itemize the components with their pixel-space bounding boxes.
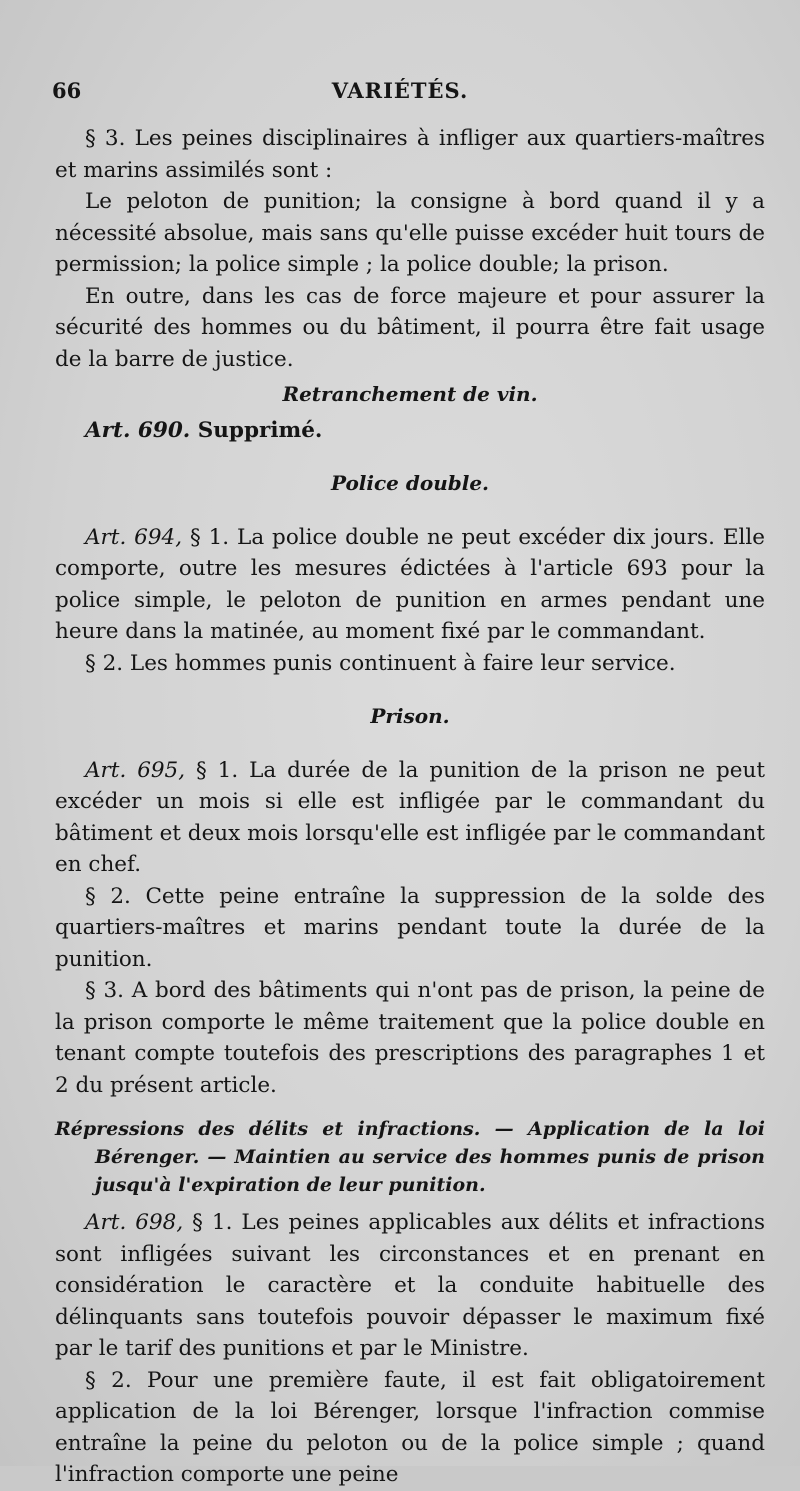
page-body <box>55 123 765 1491</box>
section-heading-prison: Prison. <box>370 704 450 728</box>
page-header <box>0 78 800 108</box>
article-698 <box>55 1207 765 1365</box>
section-heading-repressions: Répressions des délits et infractions. — Application de la loi Bérenger. — Maintien au service des hommes punis de prison jusqu'à l'expiration de leur punition. <box>55 1118 765 1196</box>
article-698-text: § 1. Les peines applicables aux délits et infractions sont infligées suivant les circonstances et en prenant en considération le caractère et la conduite habituelle des délinquants sans toutefois pouvoir dépasser le maximum fixé par le tarif des punitions et par le Ministre. <box>55 1210 765 1361</box>
article-695-text: § 1. La durée de la punition de la prison ne peut excéder un mois si elle est infligée par le commandant du bâtiment et deux mois lorsqu'elle est infligée par le commandant en chef. <box>55 757 765 877</box>
article-694-text: § 1. La police double ne peut excéder dix jours. Elle comporte, outre les mesures édictées à l'article 693 pour la police simple, le peloton de punition en armes pendant une heure dans la matinée, au moment fixé par le commandant. <box>55 524 766 644</box>
paragraph-force-majeure: En outre, dans les cas de force majeure et pour assurer la sécurité des hommes ou du bâtiment, il pourra être fait usage de la barre de justice. <box>55 283 765 372</box>
article-698-ref: Art. 698, <box>85 1210 184 1235</box>
article-698-s2: § 2. Pour une première faute, il est fait obligatoirement application de la loi Bérenger, lorsque l'infraction commise entraîne la peine du peloton ou de la police simple ; quand l'infraction comporte une peine <box>55 1367 765 1487</box>
spacer <box>55 737 765 755</box>
spacer <box>55 446 765 464</box>
article-695-s2: § 2. Cette peine entraîne la suppression de la solde des quartiers-maîtres et marins pendant toute la durée de la punition. <box>55 883 765 972</box>
article-690 <box>55 415 765 447</box>
article-695 <box>55 755 765 881</box>
article-695-s3: § 3. A bord des bâtiments qui n'ont pas de prison, la peine de la prison comporte le même traitement que la police double en tenant compte toutefois des prescriptions des paragraphes 1 et 2 du présent article. <box>55 978 765 1098</box>
article-690-text: Supprimé. <box>190 417 323 443</box>
article-695-ref: Art. 695, <box>85 757 186 783</box>
section-heading-police-double: Police double. <box>330 471 490 495</box>
article-694 <box>55 522 765 648</box>
article-690-ref: Art. 690. <box>85 417 191 443</box>
article-694-s2: § 2. Les hommes punis continuent à faire leur service. <box>85 650 676 676</box>
page-number: 66 <box>52 78 82 103</box>
article-694-ref: Art. 694, <box>85 524 183 550</box>
paragraph-punishments: Le peloton de punition; la consigne à bord quand il y a nécessité absolue, mais sans qu'elle puisse excéder huit tours de permission; la police simple ; la police double; la prison. <box>55 189 765 277</box>
section-heading-retranchement: Retranchement de vin. <box>282 382 538 406</box>
spacer <box>55 504 765 522</box>
spacer <box>55 679 765 697</box>
running-head: VARIÉTÉS. <box>331 78 469 103</box>
paragraph-s3-intro: § 3. Les peines disciplinaires à infliger aux quartiers-maîtres et marins assimilés sont : <box>55 126 765 183</box>
